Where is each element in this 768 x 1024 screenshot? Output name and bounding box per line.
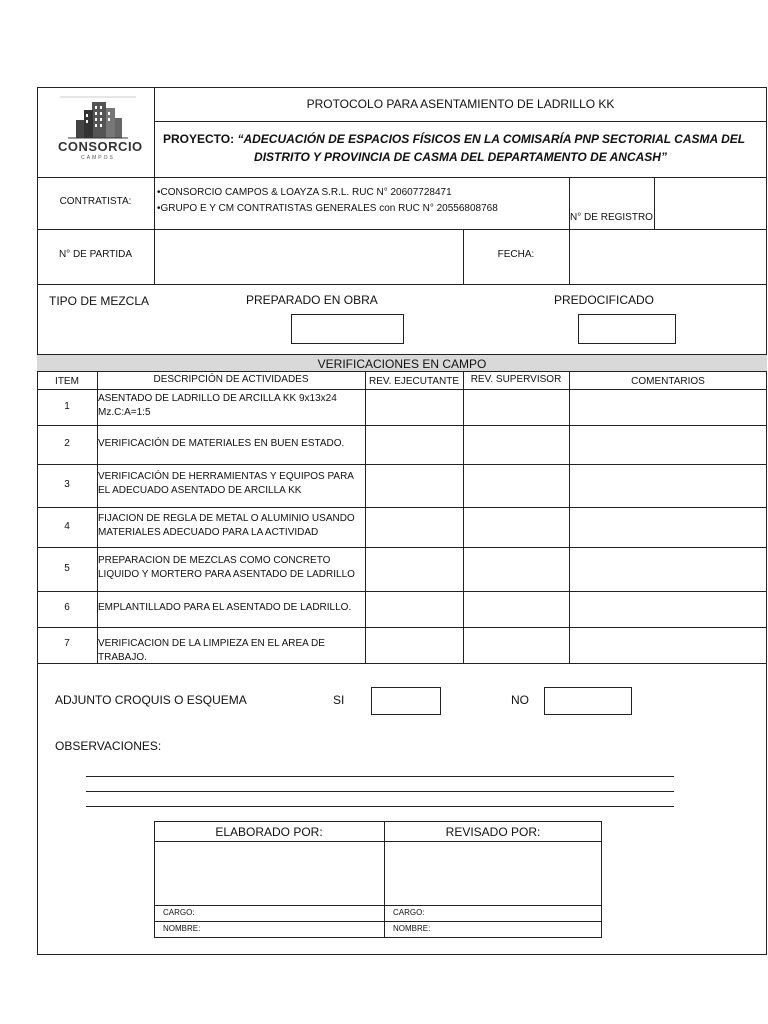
- divider: [365, 372, 366, 664]
- page-title: PROTOCOLO PARA ASENTAMIENTO DE LADRILLO KK: [306, 97, 615, 111]
- revisado-label: REVISADO POR:: [445, 825, 541, 839]
- col-rev-supervisor: REV. SUPERVISOR: [470, 374, 562, 385]
- mezcla-option-obra: PREPARADO EN OBRA: [246, 293, 378, 307]
- fecha-label: FECHA:: [497, 249, 535, 260]
- divider: [654, 177, 655, 229]
- row-item-number: 5: [64, 563, 70, 574]
- logo-text: CONSORCIO: [58, 139, 143, 154]
- divider: [463, 372, 464, 664]
- revisado-nombre-label: NOMBRE:: [393, 924, 431, 933]
- col-rev-ejecutante: REV. EJECUTANTE: [368, 376, 460, 387]
- divider: [37, 284, 767, 285]
- contractor-line2: •GRUPO E Y CM CONTRATISTAS GENERALES con RUC N° 20556808768: [157, 203, 498, 214]
- divider: [154, 905, 602, 906]
- project-name-line2: DISTRITO Y PROVINCIA DE CASMA DEL DEPARTAMENTO DE ANCASH”: [254, 150, 667, 164]
- mezcla-label: TIPO DE MEZCLA: [49, 294, 150, 308]
- elaborado-cargo-label: CARGO:: [163, 908, 195, 917]
- croquis-label: ADJUNTO CROQUIS O ESQUEMA: [55, 693, 247, 707]
- elaborado-nombre-label: NOMBRE:: [163, 924, 201, 933]
- divider: [569, 177, 570, 284]
- croquis-no-checkbox[interactable]: [544, 687, 632, 715]
- partida-label: N° DE PARTIDA: [58, 249, 133, 260]
- col-comentarios: COMENTARIOS: [631, 376, 705, 387]
- divider: [37, 547, 767, 548]
- obra-checkbox[interactable]: [291, 314, 404, 344]
- row-item-number: 4: [64, 521, 70, 532]
- divider: [154, 177, 155, 229]
- row-description: EMPLANTILLADO PARA EL ASENTADO DE LADRILLO.: [98, 602, 352, 613]
- croquis-si-label: SI: [333, 693, 345, 707]
- revisado-cargo-label: CARGO:: [393, 908, 425, 917]
- row-description: VERIFICACIÓN DE HERRAMIENTAS Y EQUIPOS PARA EL ADECUADO ASENTADO DE ARCILLA KK: [98, 471, 354, 496]
- verificaciones-header: [37, 354, 767, 372]
- row-description: VERIFICACIÓN DE MATERIALES EN BUEN ESTADO.: [98, 438, 345, 449]
- contractor-line1: •CONSORCIO CAMPOS & LOAYZA S.R.L. RUC N° 20607728471: [157, 187, 452, 198]
- divider: [154, 121, 767, 122]
- col-descripcion: DESCRIPCIÓN DE ACTIVIDADES: [153, 374, 309, 385]
- elaborado-signature-area[interactable]: [155, 842, 383, 904]
- divider: [37, 507, 767, 508]
- project-name-line1: “ADECUACIÓN DE ESPACIOS FÍSICOS EN LA COMISARÍA PNP SECTORIAL CASMA DEL: [237, 132, 746, 146]
- divider: [154, 921, 602, 922]
- mezcla-option-predocificado: PREDOCIFICADO: [554, 293, 655, 307]
- predocificado-checkbox[interactable]: [578, 314, 676, 344]
- observaciones-line[interactable]: [86, 806, 674, 807]
- col-item: ITEM: [55, 376, 79, 387]
- contractor-label: CONTRATISTA:: [59, 196, 132, 207]
- row-item-number: 7: [64, 638, 70, 649]
- logo-subtext: CAMPOS: [81, 155, 115, 161]
- divider: [569, 372, 570, 664]
- divider: [37, 464, 767, 465]
- divider: [37, 177, 767, 178]
- registro-label: N° DE REGISTRO: [570, 212, 653, 223]
- observaciones-line[interactable]: [86, 776, 674, 777]
- verificaciones-title: VERIFICACIONES EN CAMPO: [317, 357, 487, 371]
- row-description: VERIFICACION DE LA LIMPIEZA EN EL AREA DE TRABAJO.: [98, 638, 325, 663]
- divider: [37, 627, 767, 628]
- row-item-number: 1: [64, 401, 70, 412]
- divider: [37, 425, 767, 426]
- row-description: ASENTADO DE LADRILLO DE ARCILLA KK 9x13x24 Mz.C:A=1:5: [98, 393, 337, 418]
- croquis-si-checkbox[interactable]: [371, 687, 441, 715]
- row-description: FIJACION DE REGLA DE METAL O ALUMINIO USANDO MATERIALES ADECUADO PARA LA ACTIVIDAD: [98, 513, 355, 538]
- project-line1: [163, 132, 745, 146]
- divider: [37, 229, 767, 230]
- row-item-number: 3: [64, 479, 70, 490]
- divider: [37, 591, 767, 592]
- project-line2: [154, 150, 767, 164]
- elaborado-label: ELABORADO POR:: [215, 825, 323, 839]
- row-description: PREPARACION DE MEZCLAS COMO CONCRETO LIQUIDO Y MORTERO PARA ASENTADO DE LADRILLO: [98, 555, 355, 580]
- divider: [37, 389, 767, 390]
- row-item-number: 2: [64, 438, 70, 449]
- company-logo: [58, 96, 143, 164]
- croquis-no-label: NO: [511, 693, 529, 707]
- revisado-signature-area[interactable]: [385, 842, 601, 904]
- observaciones-line[interactable]: [86, 791, 674, 792]
- observaciones-label: OBSERVACIONES:: [55, 739, 162, 753]
- project-label: PROYECTO:: [163, 132, 235, 146]
- row-item-number: 6: [64, 602, 70, 613]
- divider: [154, 229, 155, 284]
